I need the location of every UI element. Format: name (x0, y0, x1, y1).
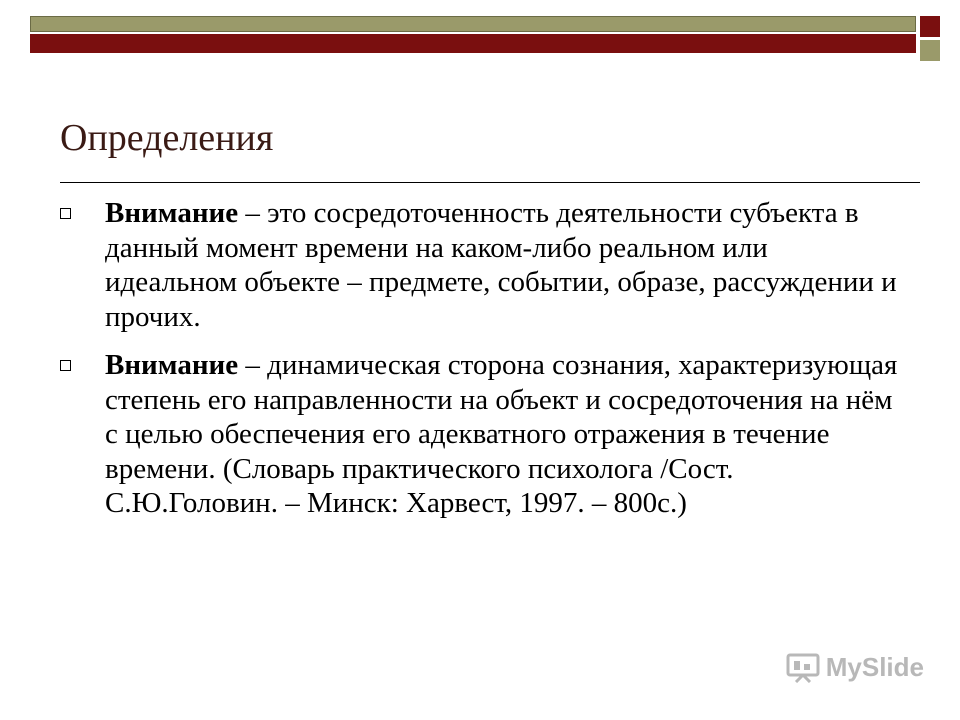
bullet-term: Внимание (105, 349, 239, 381)
decorative-bar-olive (30, 16, 916, 32)
bullet-text: – динамическая сторона сознания, характеризующая степень его направленности на объект и сосредоточения на нём с целью обеспечения его адекватного отражения в течение времени. (Словарь практического психолога /Сост. С.Ю.Головин. – Минск: Харвест, 1997. – 800с.) (105, 349, 898, 519)
decorative-bar-maroon (30, 34, 916, 53)
slide-title: Определения (60, 117, 274, 159)
bullet-list (60, 196, 900, 535)
title-divider (60, 182, 920, 183)
decorative-square-olive (920, 40, 940, 61)
bullet-item-1 (60, 196, 900, 334)
watermark-logo (786, 652, 924, 683)
watermark-text: MySlide (825, 652, 924, 682)
presentation-icon (786, 653, 820, 683)
square-bullet-icon (60, 360, 71, 371)
bullet-text: – это сосредоточенность деятельности субъекта в данный момент времени на каком-либо реальном или идеальном объекте – предмете, событии, образе, рассуждении и прочих. (105, 197, 897, 333)
bullet-item-2 (60, 348, 900, 521)
decorative-square-maroon (920, 16, 940, 37)
square-bullet-icon (60, 208, 71, 219)
bullet-term: Внимание (105, 197, 239, 229)
